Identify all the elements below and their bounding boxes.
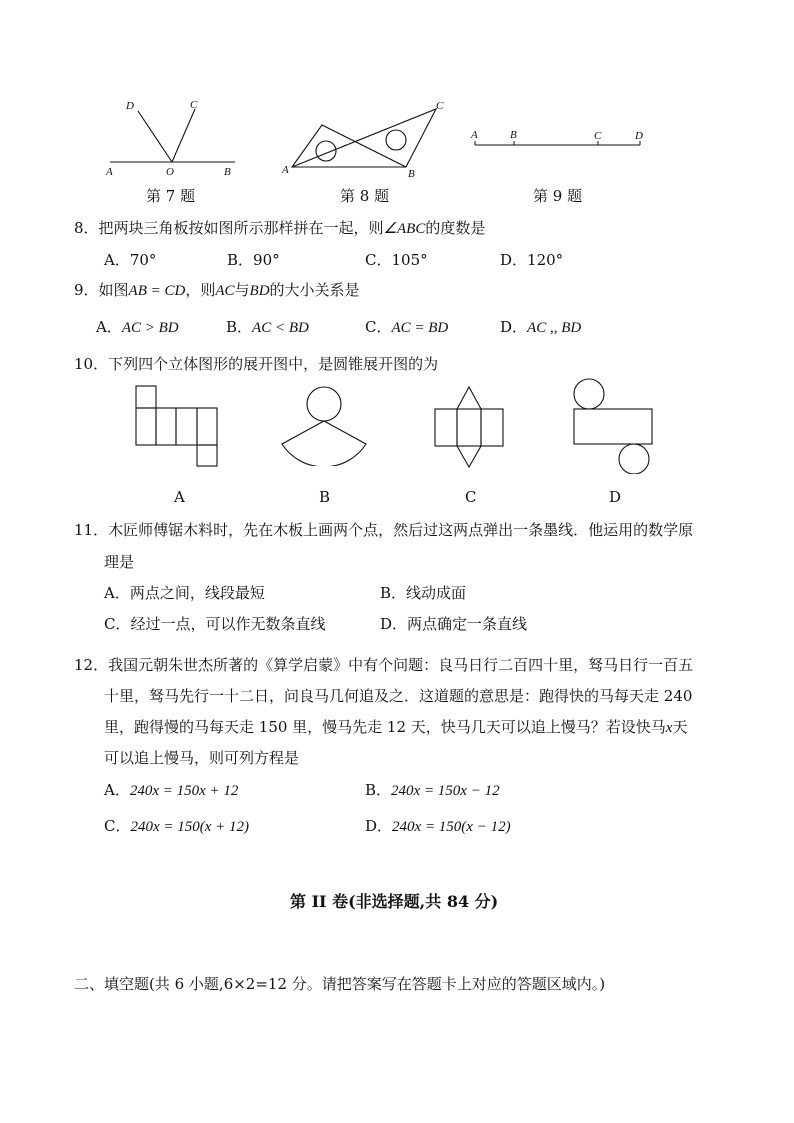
label-d: D: [126, 100, 134, 112]
ray-od: [138, 111, 172, 162]
net-d: [570, 378, 658, 474]
question-9-stem: 9．如图AB = CD，则AC与BD的大小关系是: [74, 281, 360, 299]
question-8-stem: 8．把两块三角板按如图所示那样拼在一起，则∠ABC的度数是: [74, 219, 486, 237]
question-8-option-a[interactable]: A．70°: [104, 251, 157, 269]
question-12-line-1: 12．我国元朝朱世杰所著的《算学启蒙》中有个问题：良马日行二百四十里，驽马日行一百五: [74, 656, 694, 674]
label-c: C: [436, 100, 444, 112]
net-b-label[interactable]: B: [319, 488, 331, 506]
question-11-option-a[interactable]: A．两点之间，线段最短: [104, 584, 265, 602]
net-a-label[interactable]: A: [174, 488, 185, 506]
question-11-option-b[interactable]: B．线动成面: [380, 584, 467, 602]
figure-9-caption: 第 9 题: [533, 187, 583, 205]
label-a: A: [471, 129, 478, 141]
label-a: A: [106, 166, 113, 178]
label-c: C: [594, 130, 602, 142]
figure-7: [100, 95, 250, 180]
label-a: A: [282, 164, 289, 176]
net-c-label[interactable]: C: [465, 488, 477, 506]
label-b: B: [510, 129, 517, 141]
question-11-line-2: 理是: [104, 553, 135, 571]
net-b: [278, 384, 370, 466]
question-9-option-d[interactable]: D．AC ,, BD: [500, 318, 582, 336]
hole-circle-2: [386, 130, 406, 150]
question-8-option-c[interactable]: C．105°: [365, 251, 428, 269]
question-12-option-a[interactable]: A．240x = 150x + 12: [104, 781, 239, 799]
question-12-option-b[interactable]: B．240x = 150x − 12: [365, 781, 500, 799]
question-9-option-a[interactable]: A．AC > BD: [96, 318, 179, 336]
question-9-option-b[interactable]: B．AC < BD: [226, 318, 309, 336]
figure-7-caption: 第 7 题: [146, 187, 196, 205]
question-11-option-c[interactable]: C．经过一点，可以作无数条直线: [104, 615, 326, 633]
label-d: D: [635, 130, 643, 142]
label-b: B: [408, 168, 415, 180]
figure-8: [278, 95, 453, 180]
triangle-2: [292, 109, 436, 167]
question-12-option-c[interactable]: C．240x = 150(x + 12): [104, 817, 250, 835]
question-8-option-d[interactable]: D．120°: [500, 251, 564, 269]
question-11-line-1: 11．木匠师傅锯木料时，先在木板上画两个点，然后过这两点弹出一条墨线．他运用的数学原: [74, 521, 694, 539]
figure-8-caption: 第 8 题: [340, 187, 390, 205]
ray-oc: [172, 109, 195, 162]
part-2-title: 第 II 卷(非选择题,共 84 分): [290, 892, 499, 911]
net-c: [432, 384, 508, 470]
question-12-line-4: 可以追上慢马，则可列方程是: [104, 749, 300, 767]
question-11-option-d[interactable]: D．两点确定一条直线: [380, 615, 528, 633]
question-10-stem: 10．下列四个立体图形的展开图中，是圆锥展开图的为: [74, 355, 439, 373]
net-a: [134, 384, 224, 470]
label-b: B: [224, 166, 231, 178]
question-12-line-2: 十里，驽马先行一十二日，问良马几何追及之．这道题的意思是：跑得快的马每天走 240: [104, 687, 693, 705]
question-9-option-c[interactable]: C．AC = BD: [365, 318, 449, 336]
question-12-line-3: 里，跑得慢的马每天走 150 里，慢马先走 12 天，快马几天可以追上慢马？若设快马x天: [104, 718, 688, 736]
label-o: O: [166, 166, 174, 178]
section-2-heading: 二、填空题(共 6 小题,6×2=12 分。请把答案写在答题卡上对应的答题区域内。): [74, 975, 606, 993]
label-c: C: [190, 99, 198, 111]
question-12-option-d[interactable]: D．240x = 150(x − 12): [365, 817, 511, 835]
net-d-label[interactable]: D: [609, 488, 622, 506]
question-8-option-b[interactable]: B．90°: [227, 251, 280, 269]
figure-9: [465, 125, 655, 155]
